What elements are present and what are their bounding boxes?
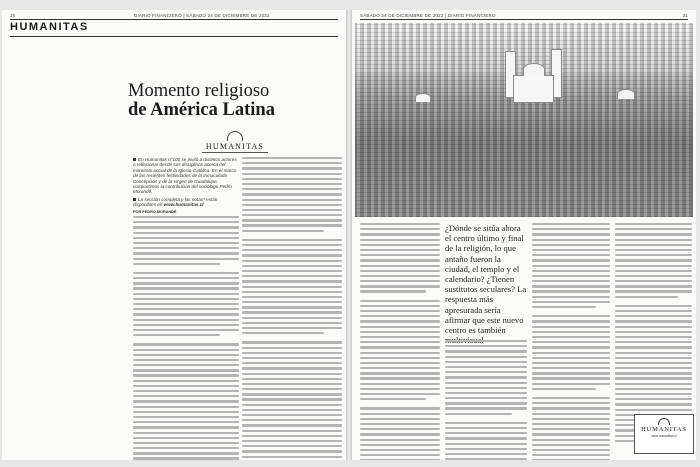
intro-website: www.humanitas.cl — [163, 202, 204, 208]
left-section-rule — [10, 36, 338, 37]
headline-line-1: Momento religioso — [128, 81, 270, 101]
right-body-column-4 — [615, 223, 692, 445]
logo-wordmark: HUMANITAS — [205, 142, 265, 151]
square-bullet-icon — [133, 198, 136, 201]
right-folio-text: SÁBADO 24 DE DICIEMBRE DE 2022 | DIARIO FINANCIERO — [360, 13, 496, 18]
headline-line-2: de América Latina — [128, 100, 275, 120]
body-column-1 — [133, 216, 239, 460]
arch-logo-icon — [658, 418, 670, 425]
body-column-2 — [242, 157, 342, 460]
pull-quote: ¿Dónde se sitúa ahora el centro último y final de la religión, lo que antaño fueron la ciudad, el templo y el calendario? ¿Tienen sustitutos seculares? La respuesta más apresurada sería afirmar que este nuevo centro es también — [445, 223, 527, 336]
ad-website: www.humanitas.cl — [651, 434, 677, 438]
right-header-rule — [360, 19, 688, 20]
left-header-rule — [10, 19, 338, 20]
humanitas-ad-box — [634, 414, 694, 454]
right-body-column-2-lower — [445, 340, 527, 460]
byline: POR PEDRO MORANDÉ — [133, 210, 177, 214]
chapel-dome — [415, 93, 431, 102]
right-folio-number: 31 — [682, 13, 688, 18]
left-folio-text: DIARIO FINANCIERO | SÁBADO 24 DE DICIEMBRE DE 2022 — [134, 13, 270, 18]
right-page — [352, 10, 696, 460]
headline — [128, 82, 275, 120]
photo-rooftops — [355, 23, 693, 217]
aerial-city-photo — [355, 23, 693, 217]
logo-underline — [202, 152, 268, 153]
intro-paragraph-1: En Humanitas n°100 se invitó a distintos actores a reflexionar desde sus disciplinas acerca del momento actual de la Iglesia Católica. En el marco de las recientes festividades de la Inmaculada Concepción y de la Virgen de Guadalupe, compartimos la contribución del sociólogo Pedro Morandé. — [133, 157, 237, 195]
cathedral-dome — [523, 63, 545, 76]
left-page — [2, 10, 346, 460]
church-dome-east — [617, 89, 635, 99]
square-bullet-icon — [133, 158, 136, 161]
cathedral-nave — [513, 75, 554, 103]
intro-paragraph-2: La sección completa y las notas* están disponibles en — [133, 196, 218, 208]
humanitas-logo — [194, 131, 276, 153]
section-name: HUMANITAS — [10, 21, 89, 33]
right-body-column-3 — [532, 223, 610, 460]
left-folio-number: 30 — [10, 13, 16, 18]
ad-logo-wordmark: HUMANITAS — [641, 426, 687, 433]
arch-logo-icon — [227, 131, 243, 141]
intro-text — [133, 157, 239, 210]
right-body-column-1 — [360, 223, 440, 460]
